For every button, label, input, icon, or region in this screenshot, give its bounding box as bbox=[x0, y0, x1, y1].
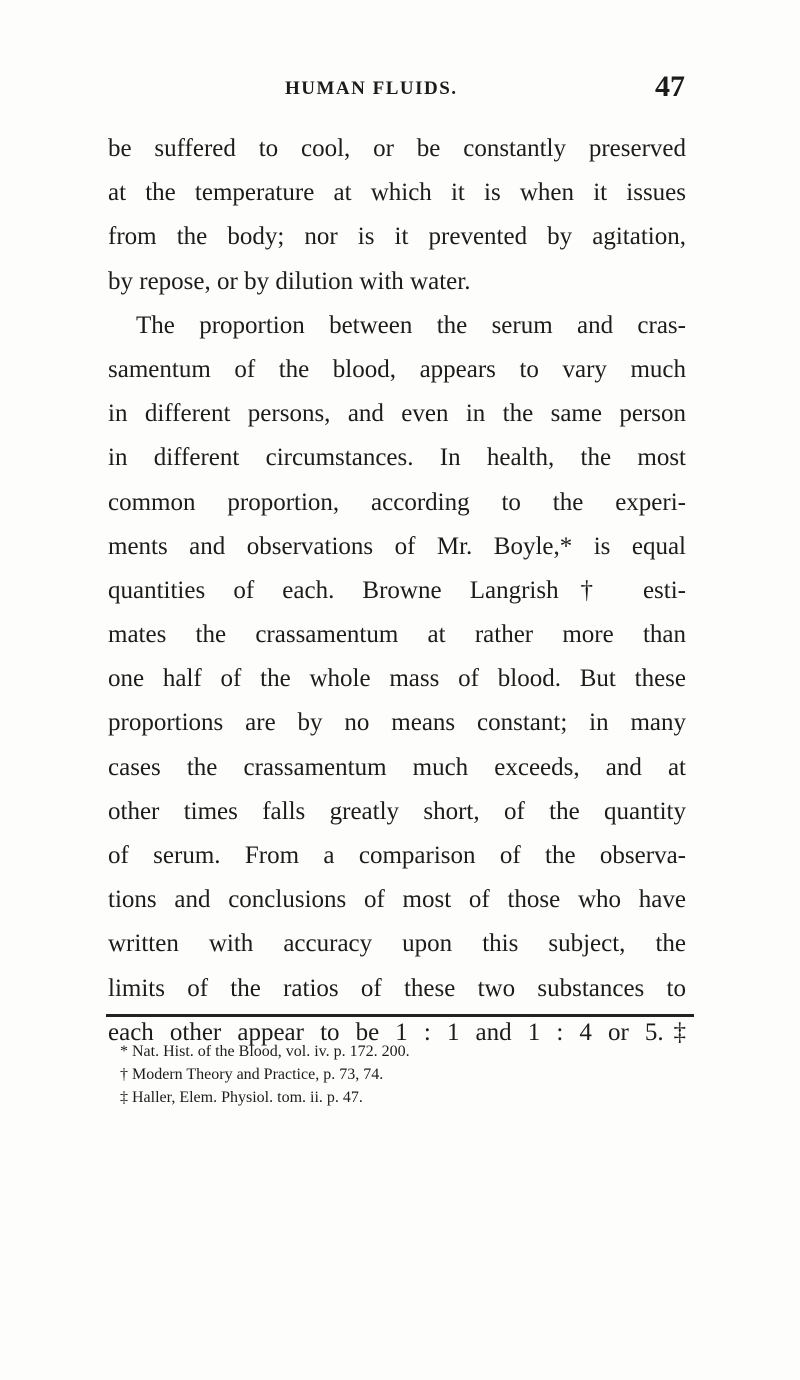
footnote: * Nat. Hist. of the Blood, vol. iv. p. 172. 200. bbox=[120, 1043, 410, 1060]
text-line: The proportion between the serum and cras- bbox=[136, 311, 686, 339]
text-line: of serum. From a comparison of the observa- bbox=[108, 842, 686, 869]
text-line: limits of the ratios of these two substances to bbox=[108, 974, 686, 1002]
text-line: samentum of the blood, appears to vary much bbox=[108, 355, 686, 383]
text-line: ments and observations of Mr. Boyle,* is equal bbox=[108, 532, 686, 560]
footnote: † Modern Theory and Practice, p. 73, 74. bbox=[120, 1066, 384, 1083]
text-line: one half of the whole mass of blood. But these bbox=[108, 665, 686, 693]
text-line: proportions are by no means constant; in many bbox=[108, 709, 686, 737]
text-line: other times falls greatly short, of the quantity bbox=[108, 797, 686, 825]
text-line: written with accuracy upon this subject, the bbox=[108, 930, 686, 958]
footnote: ‡ Haller, Elem. Physiol. tom. ii. p. 47. bbox=[120, 1089, 363, 1106]
text-line: in different circumstances. In health, the most bbox=[108, 444, 686, 472]
page-number: 47 bbox=[655, 70, 685, 103]
text-line: each other appear to be 1 : 1 and 1 : 4 or 5.‡ bbox=[108, 1018, 686, 1046]
text-line: quantities of each. Browne Langrish† esti- bbox=[108, 576, 686, 604]
text-line: in different persons, and even in the same person bbox=[108, 400, 686, 428]
text-line: at the temperature at which it is when it issues bbox=[108, 179, 686, 207]
footnote-rule bbox=[106, 1014, 694, 1017]
running-head: HUMAN FLUIDS. bbox=[285, 78, 458, 99]
text-line: from the body; nor is it prevented by agitation, bbox=[108, 223, 686, 251]
text-line: by repose, or by dilution with water. bbox=[108, 267, 471, 295]
body-text bbox=[108, 127, 686, 1055]
text-line: be suffered to cool, or be constantly preserved bbox=[108, 135, 686, 162]
text-line: cases the crassamentum much exceeds, and at bbox=[108, 753, 686, 781]
text-line: common proportion, according to the experi- bbox=[108, 488, 686, 516]
text-line: tions and conclusions of most of those who have bbox=[108, 886, 686, 914]
page-header bbox=[110, 70, 685, 116]
text-line: mates the crassamentum at rather more than bbox=[108, 621, 686, 649]
footnotes bbox=[120, 1040, 680, 1109]
